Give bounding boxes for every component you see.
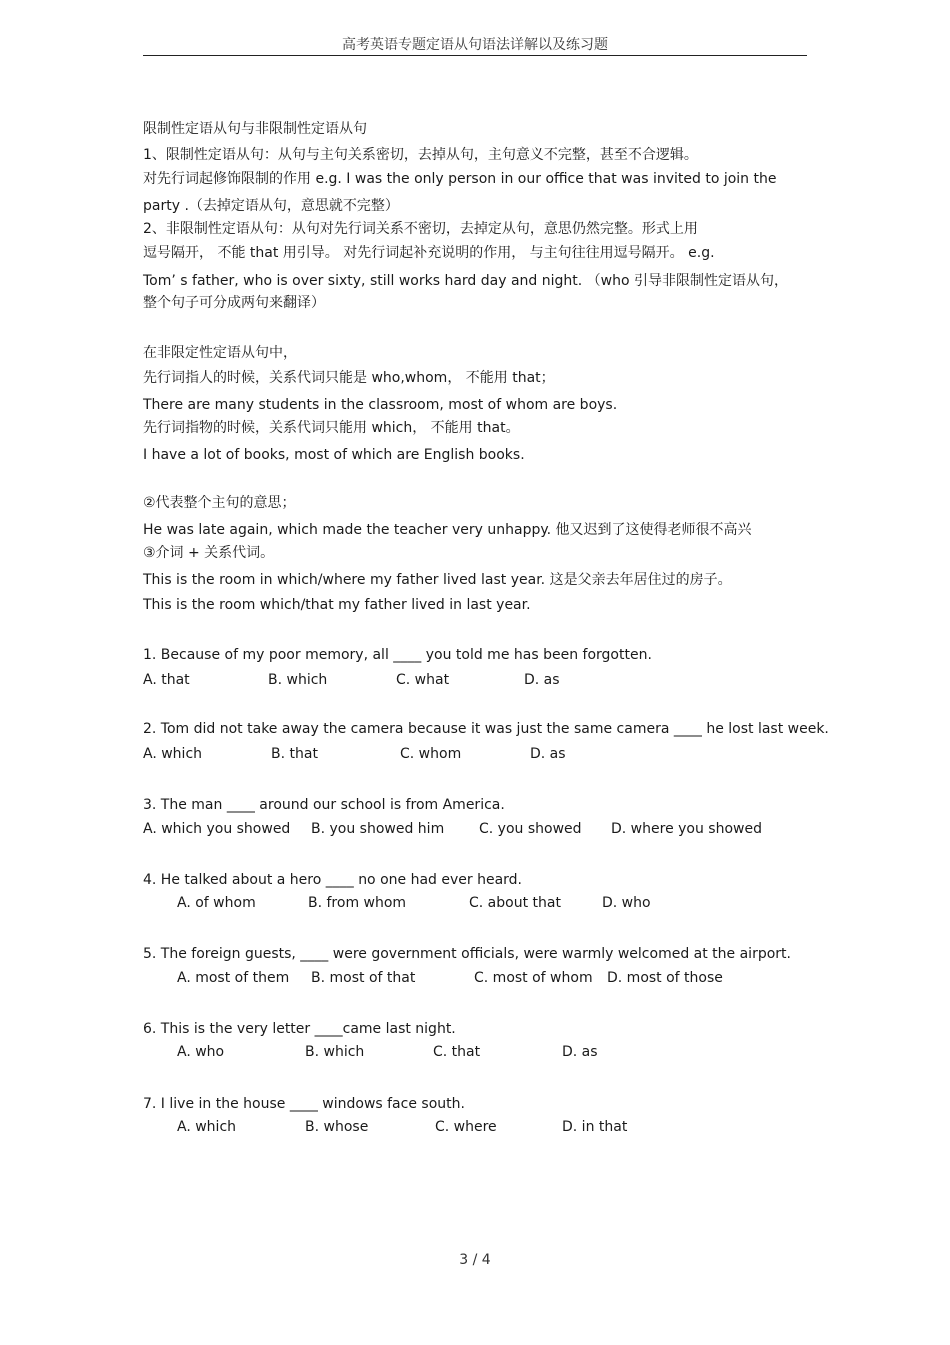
- body-line: 逗号隔开， 不能 that 用引导。 对先行词起补充说明的作用， 与主句往往用逗号隔开。 e.g.: [143, 245, 715, 261]
- body-line: 2、非限制性定语从句：从句对先行词关系不密切，去掉定从句，意思仍然完整。形式上用: [143, 221, 698, 237]
- example-sentence: I have a lot of books, most of which are English books.: [143, 447, 525, 463]
- question-stem: 6. This is the very letter ____came last night.: [143, 1021, 456, 1037]
- body-line: Tom’ s father, who is over sixty, still works hard day and night. （who 引导非限制性定语从句，: [143, 273, 789, 289]
- body-line: 先行词指物的时候，关系代词只能用 which， 不能用 that。: [143, 420, 520, 436]
- option-c: C. you showed: [479, 821, 582, 837]
- option-d: D. as: [562, 1044, 598, 1060]
- page-number: 3 / 4: [459, 1252, 491, 1268]
- option-a: A. which you showed: [143, 821, 291, 837]
- question-stem: 4. He talked about a hero ____ no one had ever heard.: [143, 872, 522, 888]
- option-d: D. where you showed: [611, 821, 762, 837]
- option-a: A. which: [143, 746, 203, 762]
- body-line: party .（去掉定语从句，意思就不完整）: [143, 198, 399, 214]
- option-c: C. what: [396, 672, 450, 688]
- example-sentence: This is the room in which/where my father lived last year. 这是父亲去年居住过的房子。: [143, 572, 732, 588]
- section-title: 限制性定语从句与非限制性定语从句: [143, 121, 367, 137]
- example-sentence: He was late again, which made the teacher very unhappy. 他又迟到了这使得老师很不高兴: [143, 522, 752, 538]
- body-line: 整个句子可分成两句来翻译）: [143, 295, 325, 311]
- option-d: D. who: [602, 895, 651, 911]
- option-d: D. as: [524, 672, 560, 688]
- option-a: A. most of them: [177, 970, 290, 986]
- option-c: C. whom: [400, 746, 462, 762]
- option-d: D. most of those: [607, 970, 723, 986]
- option-a: A. that: [143, 672, 190, 688]
- question-stem: 2. Tom did not take away the camera because it was just the same camera ____ he lost last week.: [143, 721, 829, 737]
- option-a: A. of whom: [177, 895, 256, 911]
- question-stem: 7. I live in the house ____ windows face south.: [143, 1096, 465, 1112]
- example-sentence: There are many students in the classroom, most of whom are boys.: [143, 397, 618, 413]
- header-divider: [143, 55, 807, 56]
- option-b: B. whose: [305, 1119, 369, 1135]
- body-line: ②代表整个主句的意思；: [143, 495, 296, 511]
- option-c: C. that: [433, 1044, 481, 1060]
- body-line: 在非限定性定语从句中，: [143, 345, 297, 361]
- page-header: 高考英语专题定语从句语法详解以及练习题: [342, 37, 608, 53]
- option-d: D. in that: [562, 1119, 628, 1135]
- question-stem: 1. Because of my poor memory, all ____ you told me has been forgotten.: [143, 647, 652, 663]
- option-b: B. which: [305, 1044, 365, 1060]
- option-c: C. most of whom: [474, 970, 593, 986]
- body-line: ③介词 + 关系代词。: [143, 545, 275, 561]
- option-b: B. from whom: [308, 895, 407, 911]
- example-sentence: This is the room which/that my father lived in last year.: [143, 597, 531, 613]
- body-line: 1、限制性定语从句：从句与主句关系密切，去掉从句，主句意义不完整，甚至不合逻辑。: [143, 147, 698, 163]
- option-c: C. where: [435, 1119, 497, 1135]
- option-a: A. who: [177, 1044, 225, 1060]
- option-a: A. which: [177, 1119, 237, 1135]
- body-line: 对先行词起修饰限制的作用 e.g. I was the only person in our office that was invited to join the: [143, 171, 777, 187]
- body-line: 先行词指人的时候，关系代词只能是 who,whom， 不能用 that；: [143, 370, 555, 386]
- option-b: B. which: [268, 672, 328, 688]
- question-stem: 5. The foreign guests, ____ were government officials, were warmly welcomed at the airport.: [143, 946, 791, 962]
- option-b: B. that: [271, 746, 318, 762]
- option-b: B. most of that: [311, 970, 416, 986]
- option-d: D. as: [530, 746, 566, 762]
- question-stem: 3. The man ____ around our school is from America.: [143, 797, 505, 813]
- option-c: C. about that: [469, 895, 561, 911]
- option-b: B. you showed him: [311, 821, 445, 837]
